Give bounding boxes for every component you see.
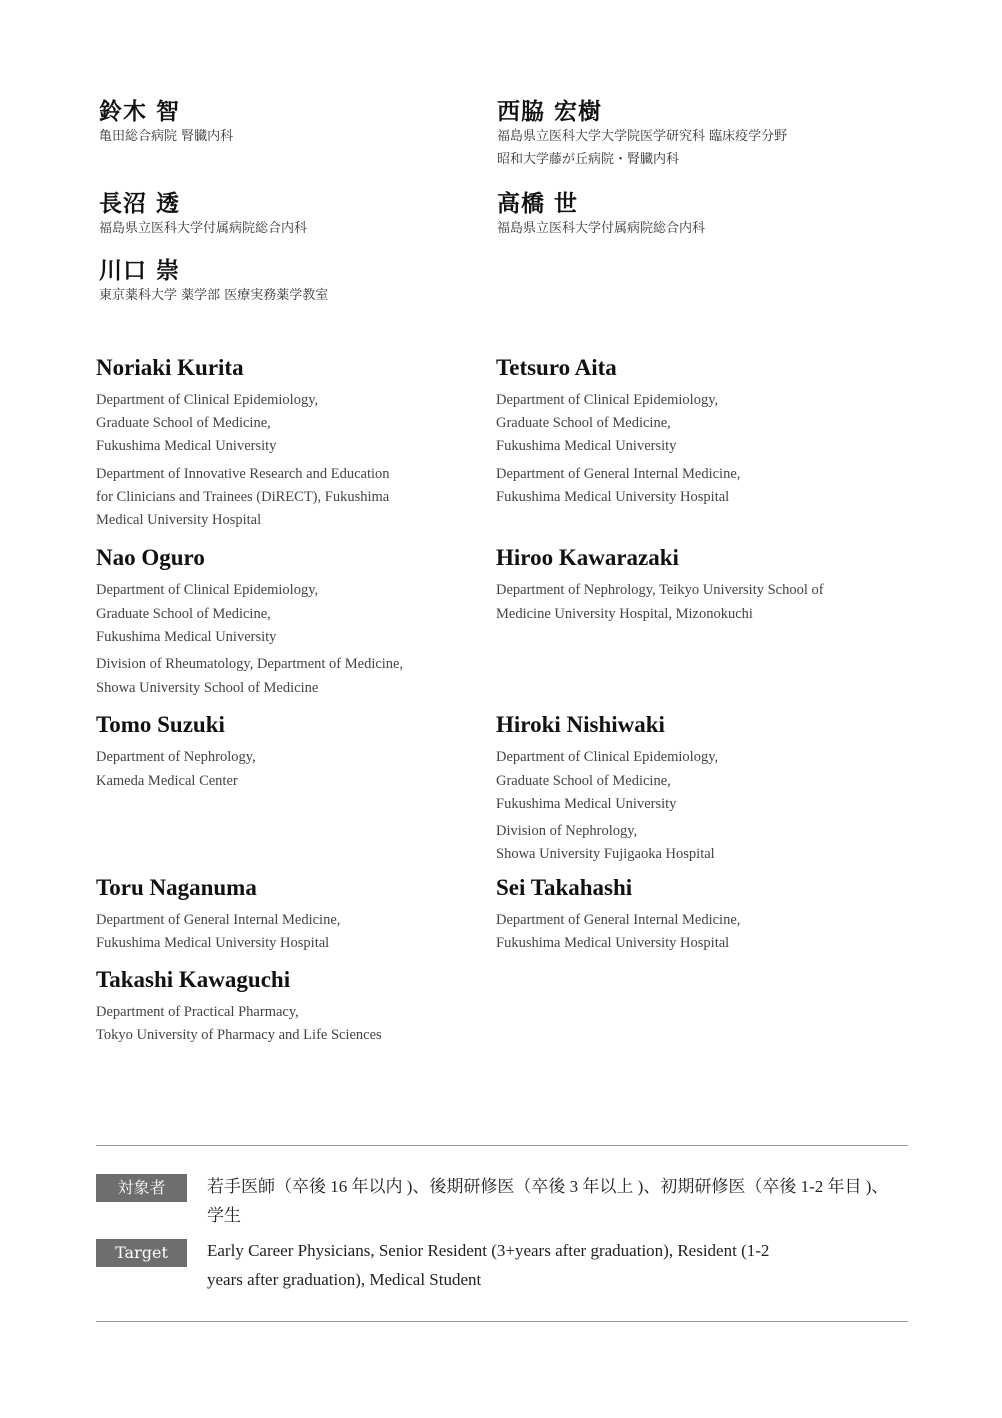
affiliation-line: Fukushima Medical University: [96, 438, 277, 454]
person-affiliation: 昭和大学藤が丘病院・腎臓内科: [497, 152, 680, 167]
person-name: Sei Takahashi: [496, 875, 633, 900]
affiliation-line: Department of Clinical Epidemiology,: [96, 392, 319, 408]
target-en-line: Early Career Physicians, Senior Resident (3+years after graduation), Resident (1-2: [207, 1241, 770, 1260]
affiliation-line: Department of General Internal Medicine,: [496, 912, 741, 928]
affiliation-line: Department of General Internal Medicine,: [96, 912, 341, 928]
person-name: Tomo Suzuki: [96, 712, 225, 737]
person-name: 川口 崇: [99, 257, 181, 284]
person-affiliation: 福島県立医科大学付属病院総合内科: [497, 221, 706, 236]
affiliation-line: Fukushima Medical University: [96, 629, 277, 645]
person-name: 西脇 宏樹: [497, 98, 603, 125]
affiliation-line: Department of Nephrology,: [96, 749, 256, 765]
affiliation-line: Fukushima Medical University Hospital: [96, 935, 330, 951]
person-name: Noriaki Kurita: [96, 355, 244, 380]
affiliation-line: Department of Nephrology, Teikyo University School of: [496, 582, 824, 598]
person-name: Tetsuro Aita: [496, 355, 617, 380]
affiliation-line: Tokyo University of Pharmacy and Life Sciences: [96, 1027, 382, 1043]
target-jp-text: [207, 1172, 907, 1230]
target-jp-label: 対象者: [96, 1174, 187, 1202]
person-name: Takashi Kawaguchi: [96, 967, 291, 992]
divider-bottom: [96, 1321, 908, 1322]
affiliation-line: Fukushima Medical University: [496, 438, 677, 454]
target-jp-line: 学生: [207, 1206, 241, 1225]
affiliation-line: for Clinicians and Trainees (DiRECT), Fukushima: [96, 489, 390, 505]
person-affiliation: 福島県立医科大学大学院医学研究科 臨床疫学分野: [497, 129, 788, 144]
affiliation-line: Fukushima Medical University: [496, 796, 677, 812]
person-name: Nao Oguro: [96, 545, 205, 570]
target-en-line: years after graduation), Medical Student: [207, 1270, 482, 1289]
person-name: Hiroki Nishiwaki: [496, 712, 665, 737]
target-en-text: [207, 1236, 907, 1294]
person-name: 高橋 世: [497, 190, 579, 217]
affiliation-line: Department of Innovative Research and Education: [96, 466, 390, 482]
target-en-label: Target: [96, 1239, 187, 1267]
affiliation-line: Division of Rheumatology, Department of Medicine,: [96, 656, 404, 672]
divider-top: [96, 1145, 908, 1146]
affiliation-line: Division of Nephrology,: [496, 823, 638, 839]
person-name: 鈴木 智: [99, 98, 181, 125]
affiliation-line: Graduate School of Medicine,: [96, 606, 271, 622]
affiliation-line: Showa University Fujigaoka Hospital: [496, 846, 715, 862]
affiliation-line: Kameda Medical Center: [96, 773, 238, 789]
affiliation-line: Fukushima Medical University Hospital: [496, 935, 730, 951]
affiliation-line: Department of Clinical Epidemiology,: [496, 749, 719, 765]
target-jp-line: 若手医師（卒後 16 年以内 )、後期研修医（卒後 3 年以上 )、初期研修医（卒後 1-2 年目 )、: [207, 1177, 889, 1196]
person-affiliation: 亀田総合病院 腎臓内科: [99, 129, 234, 144]
affiliation-line: Department of Practical Pharmacy,: [96, 1004, 299, 1020]
affiliation-line: Department of General Internal Medicine,: [496, 466, 741, 482]
affiliation-line: Graduate School of Medicine,: [496, 415, 671, 431]
person-name: Hiroo Kawarazaki: [496, 545, 679, 570]
affiliation-line: Medicine University Hospital, Mizonokuchi: [496, 606, 753, 622]
person-affiliation: 東京薬科大学 薬学部 医療実務薬学教室: [99, 288, 329, 303]
affiliation-line: Graduate School of Medicine,: [496, 773, 671, 789]
affiliation-line: Department of Clinical Epidemiology,: [496, 392, 719, 408]
person-affiliation: 福島県立医科大学付属病院総合内科: [99, 221, 308, 236]
affiliation-line: Showa University School of Medicine: [96, 680, 319, 696]
person-name: Toru Naganuma: [96, 875, 257, 900]
affiliation-line: Fukushima Medical University Hospital: [496, 489, 730, 505]
affiliation-line: Department of Clinical Epidemiology,: [96, 582, 319, 598]
affiliation-line: Medical University Hospital: [96, 512, 262, 528]
person-name: 長沼 透: [99, 190, 181, 217]
affiliation-line: Graduate School of Medicine,: [96, 415, 271, 431]
